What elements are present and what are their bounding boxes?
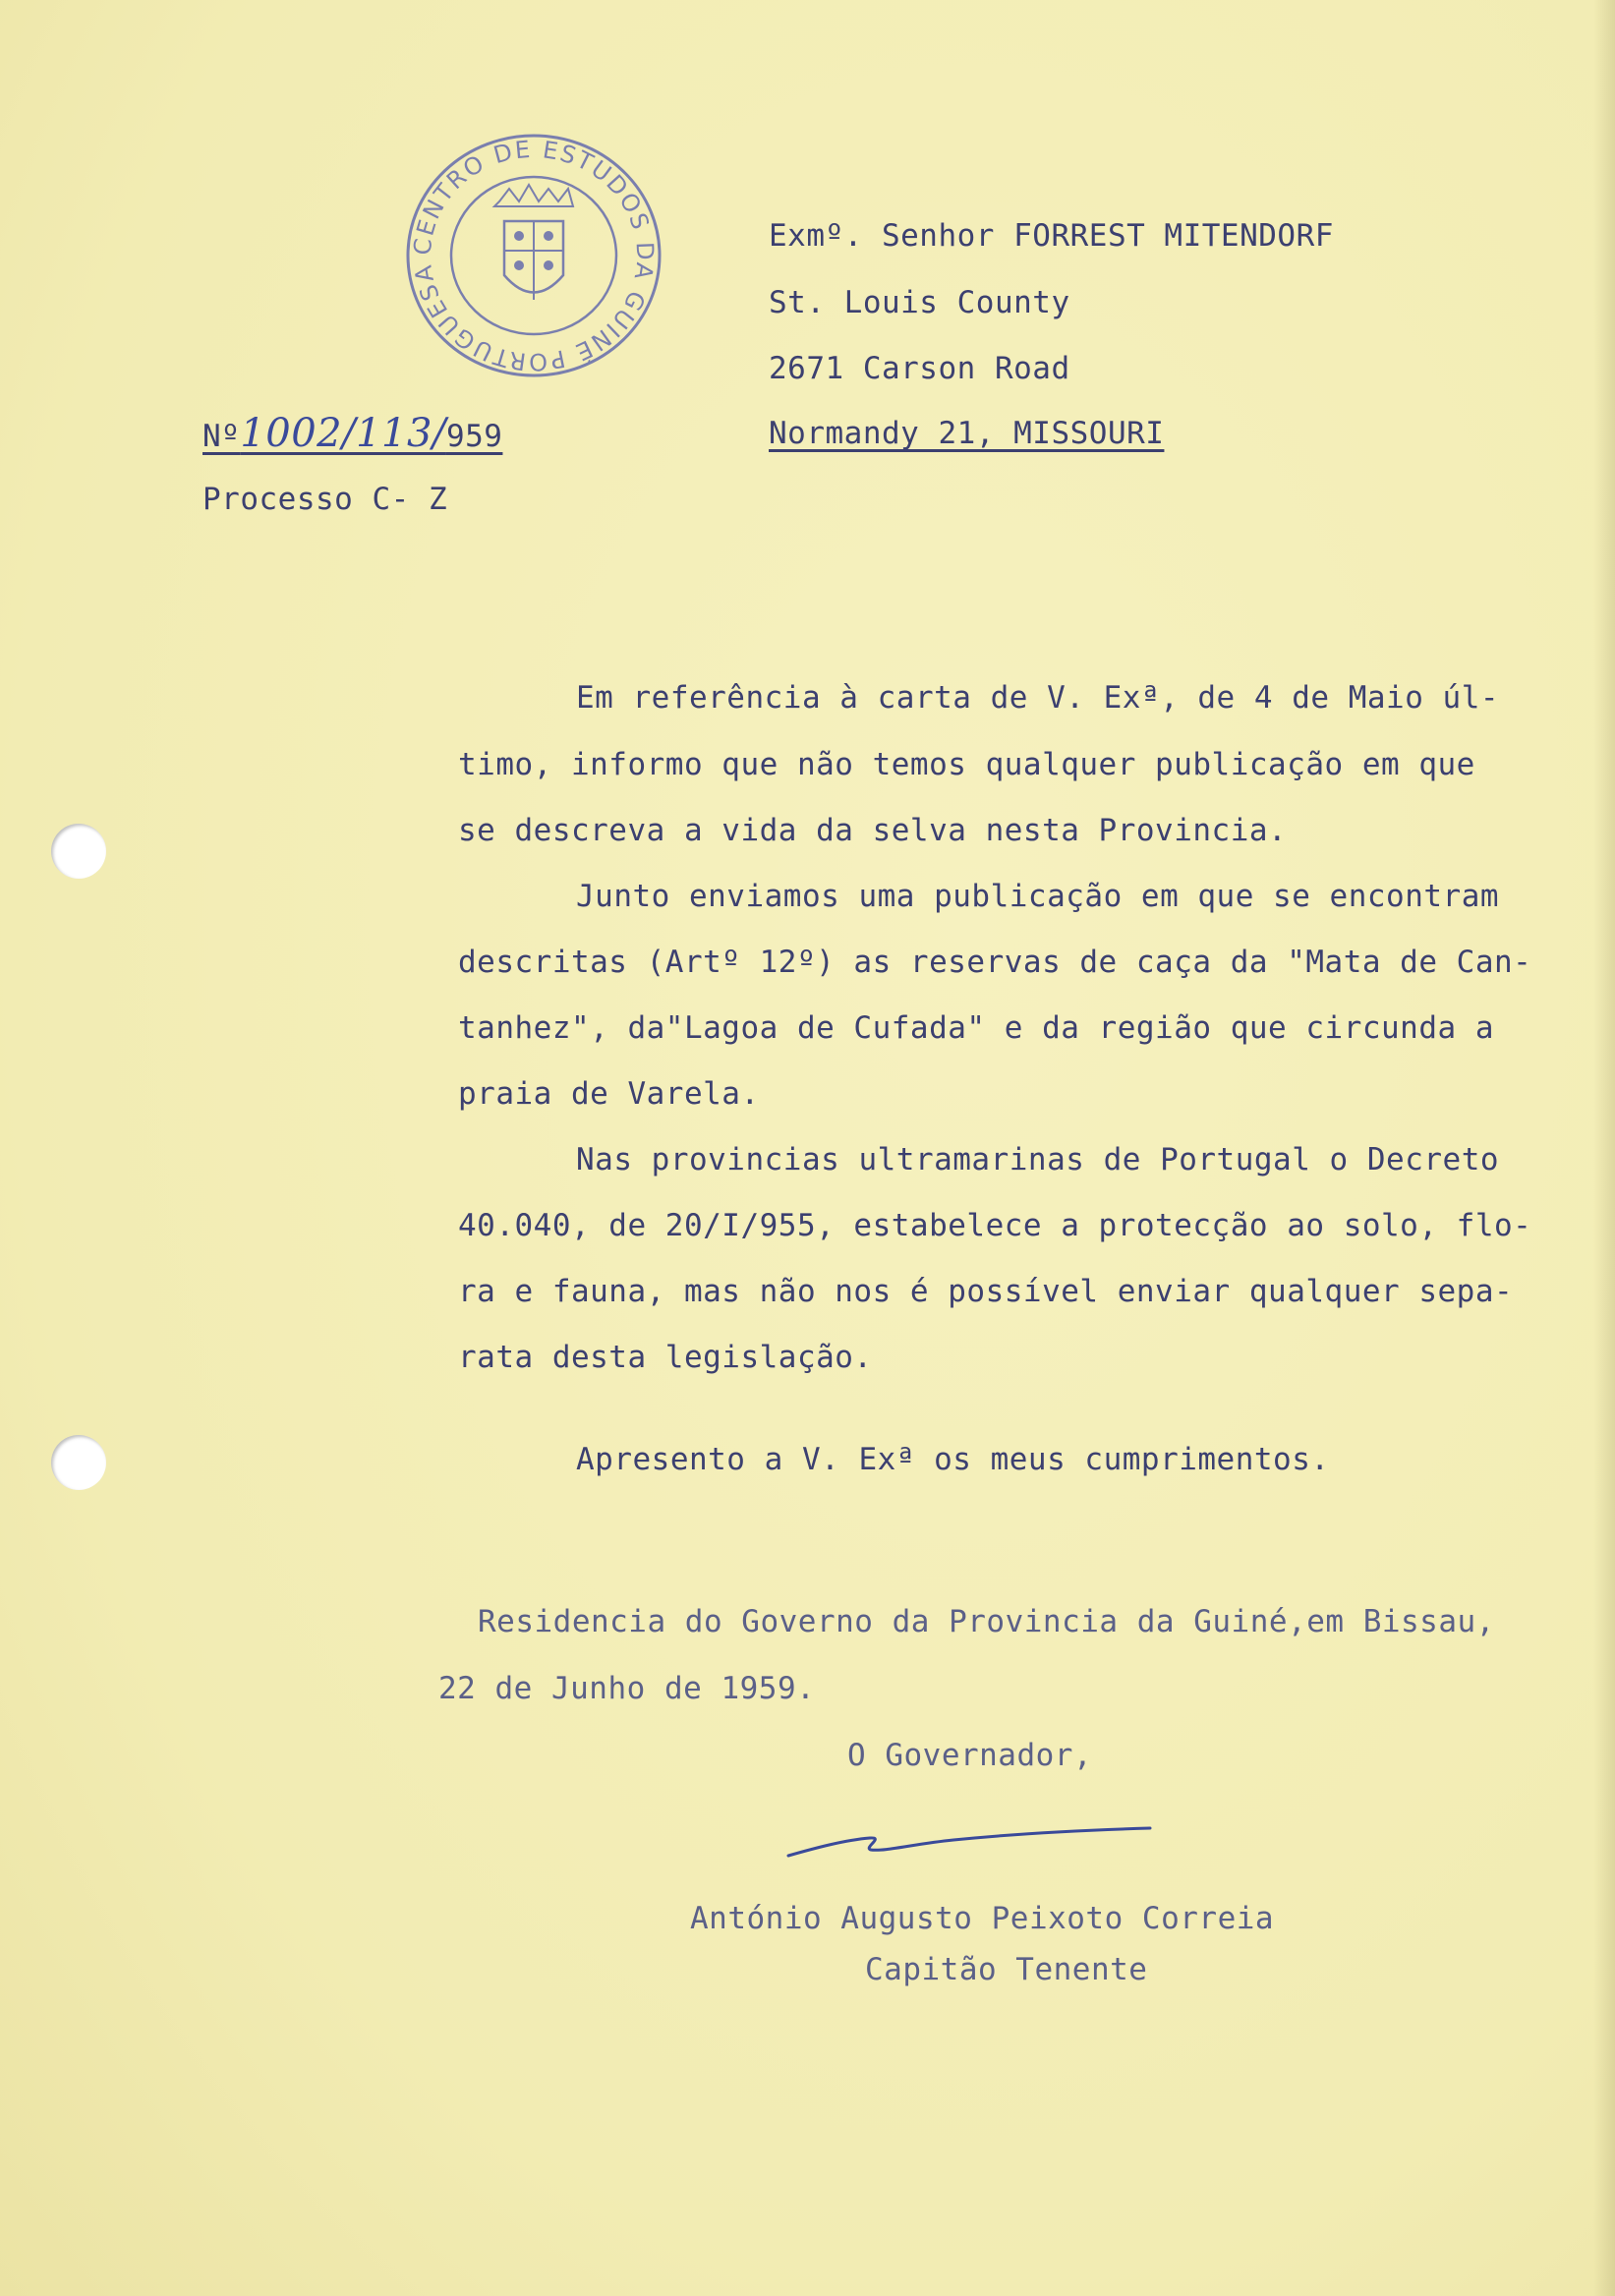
closing-line: Apresento a V. Exª os meus cumprimentos. xyxy=(576,1442,1330,1477)
body-p3-line-2: 40.040, de 20/I/955, estabelece a protecção ao solo, flo- xyxy=(458,1208,1532,1243)
body-p2-line-1: Junto enviamos uma publicação em que se encontram xyxy=(576,879,1500,914)
punch-hole-top xyxy=(51,824,106,879)
reference-prefix: Nº xyxy=(202,419,241,454)
institution-seal xyxy=(401,128,666,383)
reference-number xyxy=(202,411,502,456)
reference-year: 959 xyxy=(445,419,503,454)
signature xyxy=(777,1808,1160,1867)
body-p1-line-2: timo, informo que não temos qualquer publicação em que xyxy=(458,747,1475,782)
recipient-line-2: St. Louis County xyxy=(769,285,1070,320)
recipient-line-3: 2671 Carson Road xyxy=(769,351,1070,386)
paper-edge xyxy=(1593,0,1615,2296)
body-p1-line-1: Em referência à carta de V. Exª, de 4 de Maio úl- xyxy=(576,680,1500,716)
body-p2-line-2: descritas (Artº 12º) as reservas de caça da "Mata de Can- xyxy=(458,945,1532,980)
signatory-name: António Augusto Peixoto Correia xyxy=(690,1901,1275,1936)
punch-hole-bottom xyxy=(51,1435,106,1490)
body-p1-line-3: se descreva a vida da selva nesta Provincia. xyxy=(458,813,1288,848)
recipient-line-1: Exmº. Senhor FORREST MITENDORF xyxy=(769,218,1334,254)
seal-text: CENTRO DE ESTUDOS DA GUINÉ PORTUGUESA xyxy=(408,135,660,376)
date-line: 22 de Junho de 1959. xyxy=(438,1671,816,1706)
body-p2-line-3: tanhez", da"Lagoa de Cufada" e da região que circunda a xyxy=(458,1010,1494,1046)
body-p3-line-3: ra e fauna, mas não nos é possível enviar qualquer sepa- xyxy=(458,1274,1514,1309)
recipient-line-4: Normandy 21, MISSOURI xyxy=(769,416,1165,451)
place-line: Residencia do Governo da Provincia da Guiné,em Bissau, xyxy=(478,1604,1495,1639)
signatory-rank: Capitão Tenente xyxy=(865,1952,1148,1987)
signatory-title: O Governador, xyxy=(847,1738,1093,1773)
reference-handwritten-number: 1002/113/ xyxy=(240,411,446,456)
processo-label: Processo C- Z xyxy=(202,482,448,517)
body-p2-line-4: praia de Varela. xyxy=(458,1076,760,1112)
body-p3-line-1: Nas provincias ultramarinas de Portugal o Decreto xyxy=(576,1142,1500,1177)
body-p3-line-4: rata desta legislação. xyxy=(458,1340,873,1375)
